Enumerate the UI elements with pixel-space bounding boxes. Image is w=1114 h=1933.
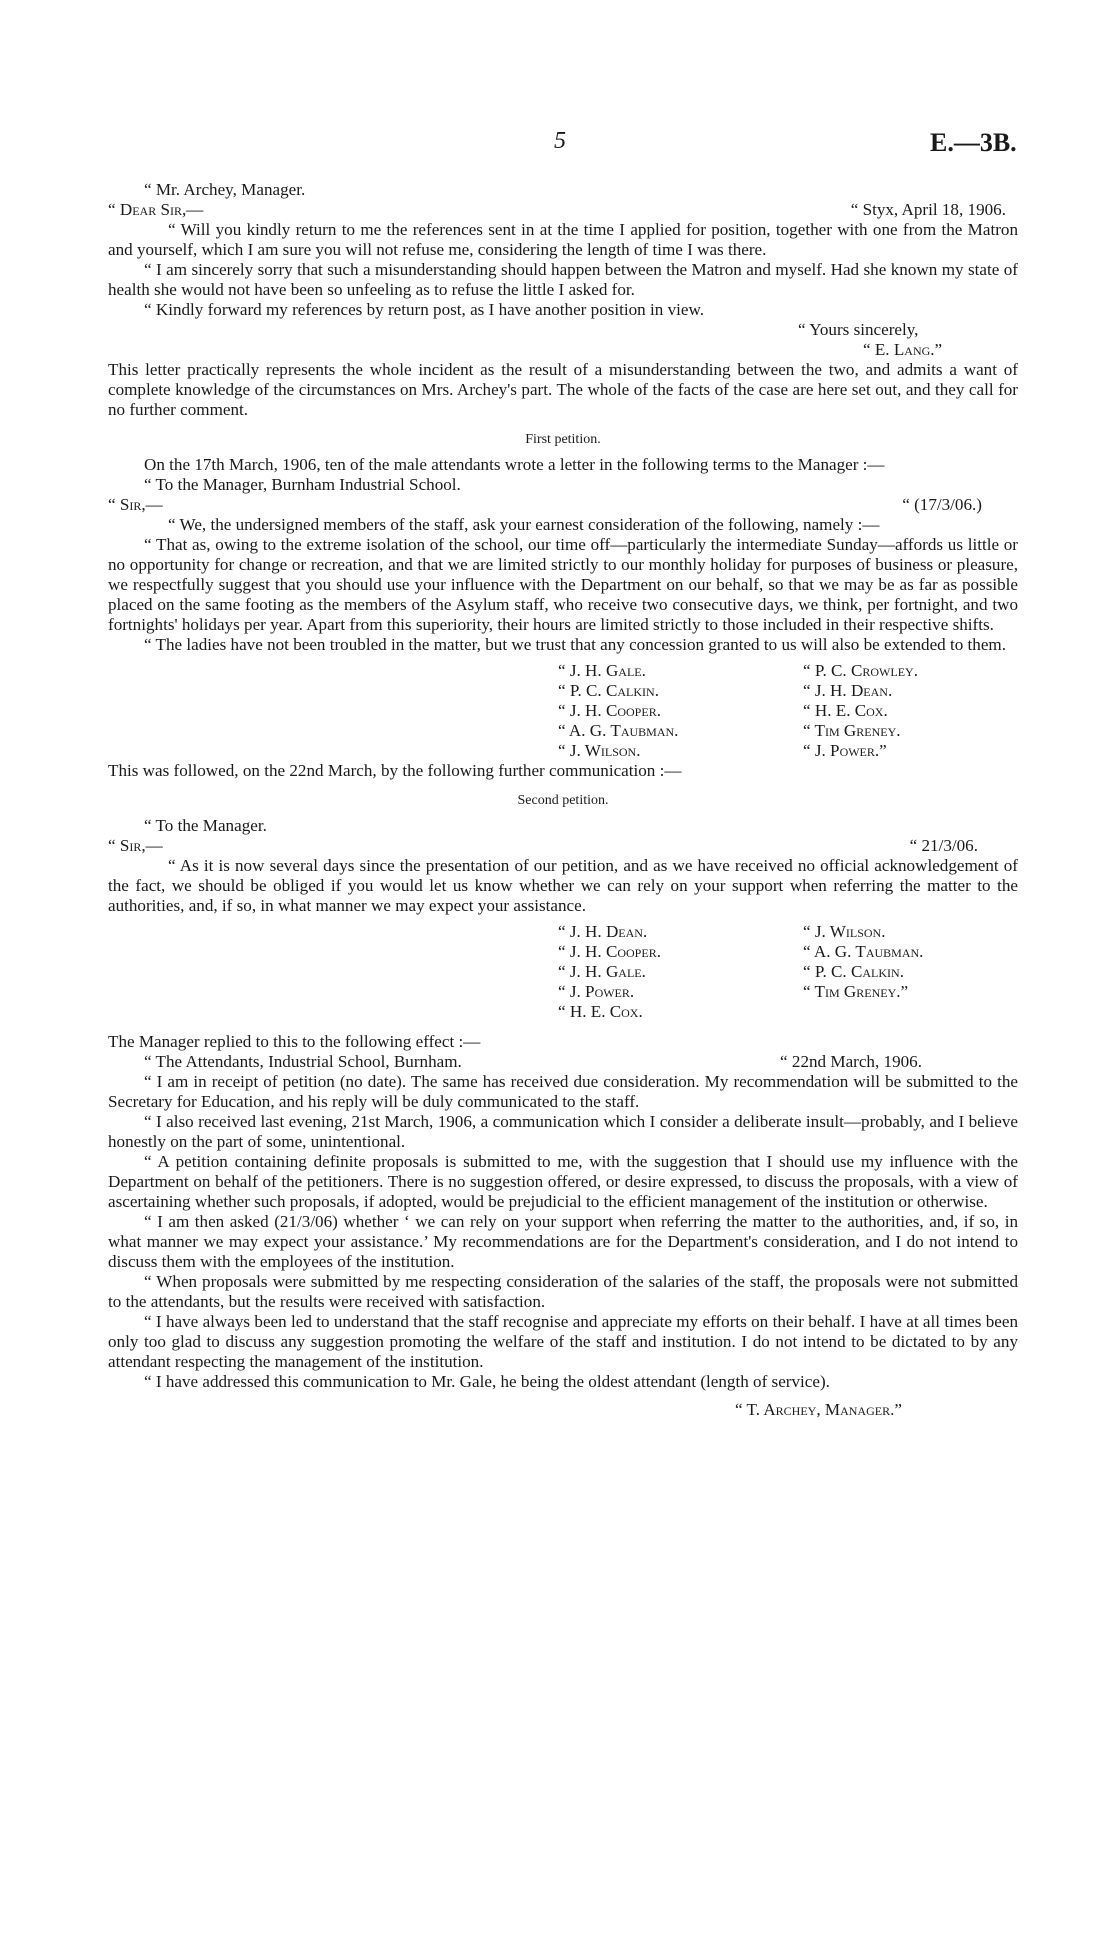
signatory: “ J. H. Gale. bbox=[558, 962, 646, 981]
reply-date: “ 22nd March, 1906. bbox=[780, 1052, 922, 1071]
signatory: “ A. G. Taubman. bbox=[558, 721, 679, 740]
reply-address-row bbox=[108, 1052, 1018, 1072]
signatory: “ J. H. Dean. bbox=[803, 681, 893, 700]
second-petition-paragraph: “ As it is now several days since the presentation of our petition, and as we have received no official acknowledgement of the fact, we should be obliged if you would let us know whether we can rely on your support when referring the matter to the authorities, and, if so, in what manner we may expect your assistance. bbox=[108, 856, 1018, 915]
signatory: “ A. G. Taubman. bbox=[803, 942, 924, 961]
signatory: “ J. H. Cooper. bbox=[558, 942, 661, 961]
first-petition-salutation: “ Sir,— bbox=[108, 495, 163, 514]
first-petition-address: “ To the Manager, Burnham Industrial School. bbox=[144, 475, 461, 494]
signatory: “ J. Wilson. bbox=[803, 922, 886, 941]
signatory: “ J. H. Dean. bbox=[558, 922, 648, 941]
signatory: “ J. Wilson. bbox=[558, 741, 641, 760]
letter1-signature: “ E. Lang.” bbox=[863, 340, 943, 359]
letter1-place-date: “ Styx, April 18, 1906. bbox=[850, 200, 1006, 219]
page-number: 5 bbox=[554, 128, 566, 154]
signatory: “ P. C. Crowley. bbox=[803, 661, 918, 680]
signatory: “ Tim Greney.” bbox=[803, 982, 909, 1001]
first-petition-paragraph: “ We, the undersigned members of the staff, ask your earnest consideration of the following, namely :— bbox=[168, 515, 880, 534]
first-petition-paragraph: “ The ladies have not been troubled in the matter, but we trust that any concession granted to us will also be extended to them. bbox=[144, 635, 1006, 654]
commentary-paragraph: This letter practically represents the whole incident as the result of a misunderstanding between the two, and admits a want of complete knowledge of the circumstances on Mrs. Archey's part. The whole of the facts of the case are here set out, and they call for no further comment. bbox=[108, 360, 1018, 419]
letter1-paragraph: “ Will you kindly return to me the references sent in at the time I applied for position, together with one from the Matron and yourself, which I am sure you will not refuse me, considering the length of time I was there. bbox=[108, 220, 1018, 259]
letter1-paragraph: “ Kindly forward my references by return post, as I have another position in view. bbox=[144, 300, 704, 319]
signatory: “ J. Power.” bbox=[803, 741, 887, 760]
reply-paragraph: “ I also received last evening, 21st March, 1906, a communication which I consider a deliberate insult—probably, and I believe honestly on the part of some, unintentional. bbox=[108, 1112, 1018, 1151]
second-petition-signatories bbox=[558, 922, 1018, 1022]
first-petition-paragraph: “ That as, owing to the extreme isolation of the school, our time off—particularly the intermediate Sunday—affords us little or no opportunity for change or recreation, and that we are limited strictly to our monthly holiday for purposes of business or pleasure, we respectfully suggest that you should use your influence with the Department on our behalf, so that we may be as far as possible placed on the same footing as the members of the Asylum staff, who receive two consecutive days, we think, per fortnight, and two fortnights' holidays per year. Apart from this superiority, their hours are limited strictly to those included in their respective shifts. bbox=[108, 535, 1018, 634]
reply-paragraph: “ When proposals were submitted by me respecting consideration of the salaries of the staff, the proposals were not submitted to the attendants, but the results were received with satisfaction. bbox=[108, 1272, 1018, 1311]
signatory: “ J. H. Gale. bbox=[558, 661, 646, 680]
second-petition-heading: Second petition. bbox=[517, 793, 609, 808]
signatory: “ H. E. Cox. bbox=[803, 701, 888, 720]
first-petition-date: “ (17/3/06.) bbox=[902, 495, 982, 514]
signatory bbox=[803, 1002, 1003, 1022]
second-petition-date: “ 21/3/06. bbox=[909, 836, 978, 855]
signatory: “ P. C. Calkin. bbox=[803, 962, 904, 981]
reply-paragraph: “ I have addressed this communication to Mr. Gale, he being the oldest attendant (length of service). bbox=[144, 1372, 830, 1391]
second-petition-address: “ To the Manager. bbox=[144, 816, 267, 835]
reply-signature: “ T. Archey, Manager.” bbox=[735, 1400, 902, 1419]
document-reference: E.—3B. bbox=[930, 128, 1017, 157]
first-petition-heading: First petition. bbox=[525, 432, 601, 447]
reply-address: “ The Attendants, Industrial School, Burnham. bbox=[144, 1052, 462, 1071]
first-petition-salutation-row bbox=[108, 495, 1018, 515]
letter1-paragraph: “ I am sincerely sorry that such a misunderstanding should happen between the Matron and myself. Had she known my state of health she would not have been so unfeeling as to refuse the little I asked for. bbox=[108, 260, 1018, 299]
reply-paragraph: “ I am then asked (21/3/06) whether ‘ we can rely on your support when referring the matter to the authorities, and, if so, in what manner we may expect your assistance.’ My recommendations are for the Department's consideration, and I do not intend to discuss them with the employees of the institution. bbox=[108, 1212, 1018, 1271]
signatory: “ Tim Greney. bbox=[803, 721, 901, 740]
letter1-salutation-row bbox=[108, 200, 1018, 220]
first-petition-intro: On the 17th March, 1906, ten of the male attendants wrote a letter in the following terms to the Manager :— bbox=[144, 455, 885, 474]
signatory: “ P. C. Calkin. bbox=[558, 681, 659, 700]
document-body bbox=[108, 180, 1018, 1420]
reply-paragraph: “ A petition containing definite proposals is submitted to me, with the suggestion that I should use my influence with the Department on behalf of the petitioners. There is no suggestion offered, or desire expressed, to discuss the proposals, with a view of ascertaining whether such proposals, if adopted, would be prejudicial to the efficient management of the institution or otherwise. bbox=[108, 1152, 1018, 1211]
reply-paragraph: “ I have always been led to understand that the staff recognise and appreciate my efforts on their behalf. I have at all times been only too glad to discuss any suggestion promoting the welfare of the staff and institution. I do not intend to be dictated to by any attendant respecting the management of the institution. bbox=[108, 1312, 1018, 1371]
letter1-closing: “ Yours sincerely, bbox=[798, 320, 919, 339]
signatory: “ J. Power. bbox=[558, 982, 635, 1001]
letter1-address: “ Mr. Archey, Manager. bbox=[144, 180, 306, 199]
second-petition-salutation: “ Sir,— bbox=[108, 836, 163, 855]
first-petition-signatories bbox=[558, 661, 1018, 761]
reply-intro: The Manager replied to this to the following effect :— bbox=[108, 1032, 481, 1051]
letter1-salutation: “ Dear Sir,— bbox=[108, 200, 204, 219]
second-petition-salutation-row bbox=[108, 836, 1018, 856]
reply-paragraph: “ I am in receipt of petition (no date). The same has received due consideration. My recommendation will be submitted to the Secretary for Education, and his reply will be duly communicated to the staff. bbox=[108, 1072, 1018, 1111]
signatory: “ J. H. Cooper. bbox=[558, 701, 661, 720]
signatory: “ H. E. Cox. bbox=[558, 1002, 643, 1021]
transition-paragraph: This was followed, on the 22nd March, by the following further communication :— bbox=[108, 761, 682, 780]
